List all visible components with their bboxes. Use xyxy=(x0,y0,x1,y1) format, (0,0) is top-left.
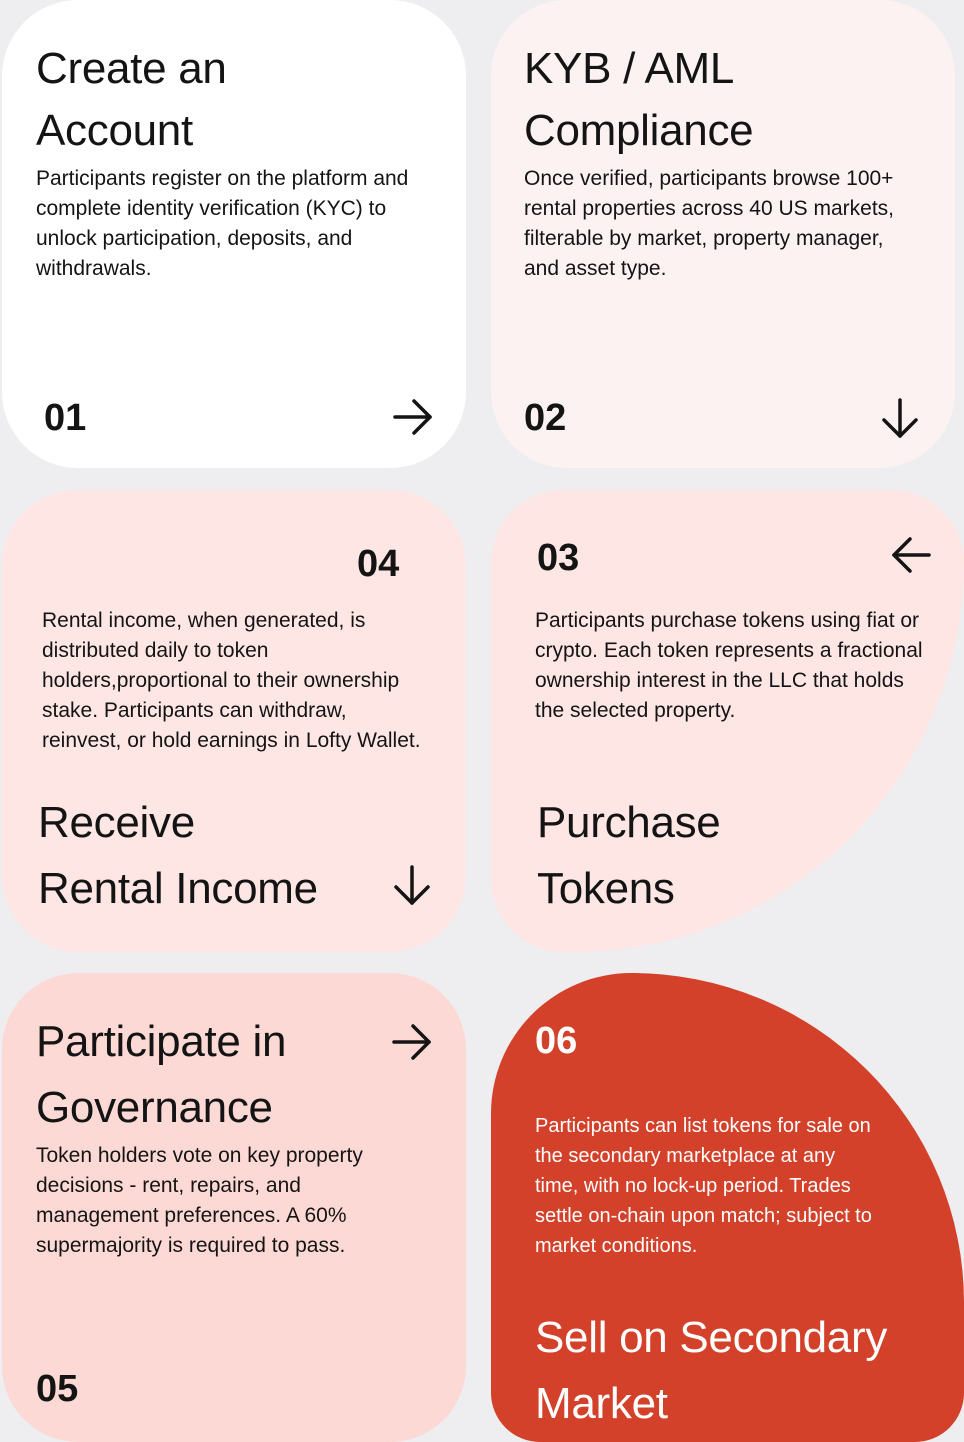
step-number: 02 xyxy=(524,397,567,439)
step-description: Rental income, when generated, is distributed daily to token holders,proportional to their ownership stake. Participants can withdraw, reinvest, or hold earnings in Lofty Wallet. xyxy=(42,609,421,752)
step-card-secondary-market xyxy=(491,973,964,1442)
arrow-right-icon[interactable] xyxy=(389,1019,435,1065)
step-card-governance xyxy=(2,973,466,1442)
step-description: Participants register on the platform and complete identity verification (KYC) to unlock participation, deposits, and withdrawals. xyxy=(36,167,409,280)
step-number: 03 xyxy=(537,537,580,579)
step-description: Participants purchase tokens using fiat or crypto. Each token represents a fractional ownership interest in the LLC that holds the selected property. xyxy=(535,609,923,722)
step-number: 04 xyxy=(357,543,400,585)
step-title: Sell on Secondary Market xyxy=(535,1313,888,1428)
step-card-compliance xyxy=(491,0,955,468)
step-number: 01 xyxy=(44,397,87,439)
arrow-left-icon[interactable] xyxy=(888,532,934,578)
step-title: Receive Rental Income xyxy=(38,798,318,913)
step-number: 06 xyxy=(535,1020,578,1062)
arrow-right-icon[interactable] xyxy=(390,394,436,440)
arrow-down-icon[interactable] xyxy=(389,863,435,909)
step-title: Purchase Tokens xyxy=(537,798,721,913)
arrow-down-icon[interactable] xyxy=(877,396,923,442)
step-description: Token holders vote on key property decisions - rent, repairs, and management preferences. A 60% supermajority is required to pass. xyxy=(36,1144,363,1257)
step-description: Once verified, participants browse 100+ rental properties across 40 US markets, filterable by market, property manager, and asset type. xyxy=(524,167,894,280)
step-number: 05 xyxy=(36,1368,79,1410)
step-card-purchase-tokens xyxy=(491,490,964,952)
step-title: Participate in Governance xyxy=(36,1017,287,1132)
step-title: KYB / AML Compliance xyxy=(524,44,754,155)
step-title: Create an Account xyxy=(36,44,227,155)
step-description: Participants can list tokens for sale on the secondary marketplace at any time, with no lock-up period. Trades settle on-chain upon match; subject to market conditions. xyxy=(535,1115,872,1257)
step-card-rental-income xyxy=(2,490,466,952)
step-card-create-account xyxy=(2,0,466,468)
